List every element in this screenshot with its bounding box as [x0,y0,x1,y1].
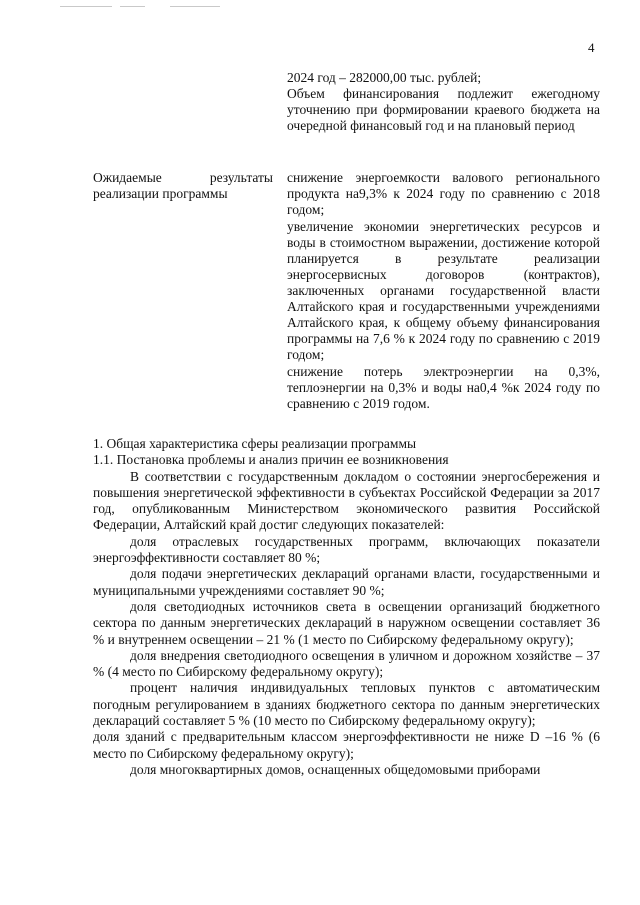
financing-cell [287,70,600,134]
body-paragraph: доля отраслевых государственных программ, включающих показатели энергоэффективности составляет 80 %; [93,533,600,566]
scan-artifact-line [60,6,112,7]
financing-line: 2024 год – 282000,00 тыс. рублей; [287,70,482,85]
body-paragraph: процент наличия индивидуальных тепловых пунктов с автоматическим погодным регулированием в зданиях бюджетного сектора по данным энергетических деклараций составляет 5 % (10 место по Сибирскому федеральному округу); [93,680,600,729]
results-label-cell [93,170,273,202]
scan-artifact-line [120,6,145,7]
results-cell [287,170,600,412]
section-body [93,436,600,778]
subsection-heading: 1.1. Постановка проблемы и анализ причин ее возникновения [93,452,449,468]
body-paragraph: доля многоквартирных домов, оснащенных общедомовыми приборами [130,761,541,777]
section-heading: 1. Общая характеристика сферы реализации программы [93,436,417,451]
body-paragraph: доля подачи энергетических деклараций органами власти, государственными и муниципальными учреждениями составляет 90 %; [93,566,600,598]
body-paragraph: доля внедрения светодиодного освещения в уличном и дорожном хозяйстве – 37 % (4 место по Сибирскому федеральному округу); [93,647,600,680]
result-item: снижение потерь электроэнергии на 0,3%, теплоэнергии на 0,3% и воды на0,4 %к 2024 году по сравнению с 2019 годом. [287,364,600,411]
result-item: снижение энергоемкости валового регионального продукта на9,3% к 2024 году по сравнению с 2018 годом; [287,170,600,217]
financing-note: Объем финансирования подлежит ежегодному уточнению при формировании краевого бюджета на очередной финансовый год и на плановый период [287,86,600,133]
page-number: 4 [588,40,595,55]
scan-artifact-line [170,6,220,7]
result-item: увеличение экономии энергетических ресурсов и воды в стоимостном выражении, достижение которой планируется в результате реализации энергосервисных договоров (контрактов), заключенных органами государственной власти Алтайского края и государственными учреждениями Алтайского края, к общему объему финансирования программы на 7,6 % к 2024 году по сравнению с 2019 годом; [287,219,600,362]
body-paragraph: доля зданий с предварительным классом энергоэффективности не ниже D –16 % (6 место по Сибирскому федеральному округу); [93,729,600,761]
body-paragraph: В соответствии с государственным докладом о состоянии энергосбережения и повышения энергетической эффективности в субъектах Российской Федерации за 2017 год, опубликованным Министерством экономического развития Российской Федерации, Алтайский край достиг следующих показателей: [93,468,600,533]
body-paragraph: доля светодиодных источников света в освещении организаций бюджетного сектора по данным энергетических деклараций в наружном освещении составляет 36 % и внутреннем освещении – 21 % (1 место по Сибирскому федеральному округу); [93,598,600,647]
results-label: Ожидаемые результаты реализации программы [93,170,273,201]
